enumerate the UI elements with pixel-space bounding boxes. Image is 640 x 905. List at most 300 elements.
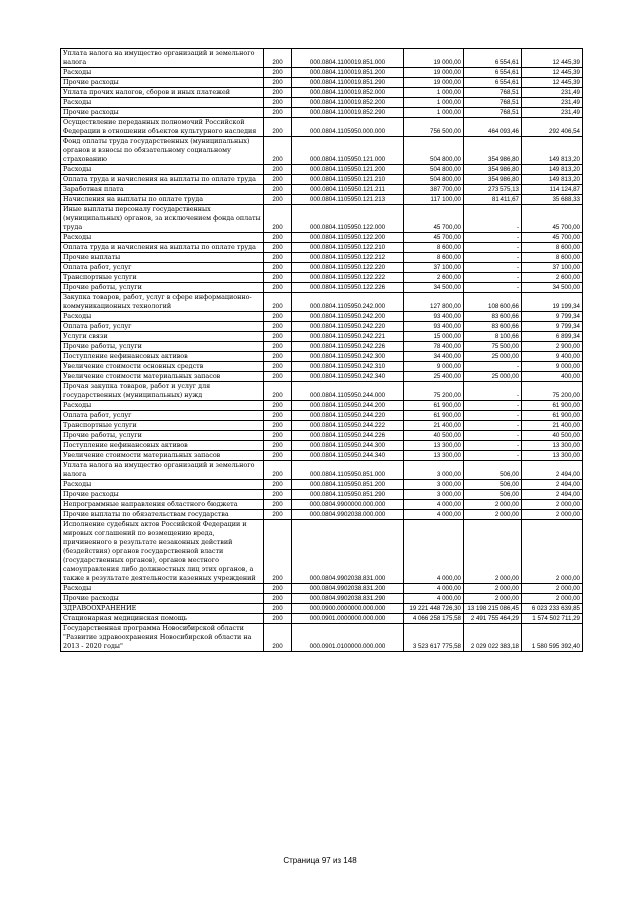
row-line-code: 200 — [264, 431, 292, 441]
row-approved-amount: 8 600,00 — [404, 243, 464, 253]
row-executed-amount: 81 411,67 — [464, 195, 522, 205]
row-name: Расходы — [61, 233, 264, 243]
row-approved-amount: 93 400,00 — [404, 312, 464, 322]
row-budget-code: 000.0804.1105950.121.210 — [292, 175, 404, 185]
row-remaining-amount: 8 600,00 — [522, 243, 583, 253]
row-name: Прочие выплаты по обязательствам государства — [61, 510, 264, 520]
row-remaining-amount: 114 124,87 — [522, 185, 583, 195]
row-line-code: 200 — [264, 421, 292, 431]
table-row — [61, 500, 583, 510]
row-budget-code: 000.0804.1100019.851.290 — [292, 78, 404, 88]
row-remaining-amount: 75 200,00 — [522, 382, 583, 401]
row-line-code: 200 — [264, 401, 292, 411]
row-remaining-amount: 21 400,00 — [522, 421, 583, 431]
row-line-code: 200 — [264, 68, 292, 78]
row-budget-code: 000.0804.1105950.244.000 — [292, 382, 404, 401]
row-line-code: 200 — [264, 243, 292, 253]
row-budget-code: 000.0804.1105950.244.222 — [292, 421, 404, 431]
row-executed-amount: 75 500,00 — [464, 342, 522, 352]
row-approved-amount: 127 800,00 — [404, 293, 464, 312]
row-budget-code: 000.0804.1105950.122.220 — [292, 263, 404, 273]
row-executed-amount: - — [464, 253, 522, 263]
table-body — [61, 49, 583, 652]
row-budget-code: 000.0804.9902038.831.200 — [292, 584, 404, 594]
table-row — [61, 411, 583, 421]
row-line-code: 200 — [264, 614, 292, 624]
row-remaining-amount: 9 400,00 — [522, 352, 583, 362]
row-budget-code: 000.0804.1105950.244.300 — [292, 441, 404, 451]
row-remaining-amount: 2 494,00 — [522, 480, 583, 490]
row-line-code: 200 — [264, 49, 292, 68]
row-budget-code: 000.0804.1105950.244.220 — [292, 411, 404, 421]
row-remaining-amount: 2 494,00 — [522, 461, 583, 480]
row-budget-code: 000.0804.9900000.000.000 — [292, 500, 404, 510]
row-approved-amount: 19 000,00 — [404, 68, 464, 78]
row-name: Уплата прочих налогов, сборов и иных платежей — [61, 88, 264, 98]
row-executed-amount: 506,00 — [464, 480, 522, 490]
row-budget-code: 000.0804.1105950.121.213 — [292, 195, 404, 205]
row-approved-amount: 117 100,00 — [404, 195, 464, 205]
row-line-code: 200 — [264, 185, 292, 195]
row-executed-amount: - — [464, 362, 522, 372]
row-remaining-amount: 13 300,00 — [522, 441, 583, 451]
row-line-code: 200 — [264, 604, 292, 614]
row-approved-amount: 78 400,00 — [404, 342, 464, 352]
row-approved-amount: 34 400,00 — [404, 352, 464, 362]
row-executed-amount: 83 600,66 — [464, 322, 522, 332]
row-budget-code: 000.0804.1105950.122.212 — [292, 253, 404, 263]
row-budget-code: 000.0804.1105950.242.310 — [292, 362, 404, 372]
table-row — [61, 205, 583, 233]
row-approved-amount: 3 000,00 — [404, 461, 464, 480]
row-remaining-amount: 45 700,00 — [522, 205, 583, 233]
row-remaining-amount: 6 899,34 — [522, 332, 583, 342]
row-remaining-amount: 12 445,39 — [522, 49, 583, 68]
table-row — [61, 283, 583, 293]
row-name: Оплата труда и начисления на выплаты по оплате труда — [61, 175, 264, 185]
row-name: Уплата налога на имущество организаций и земельного налога — [61, 461, 264, 480]
row-executed-amount: - — [464, 205, 522, 233]
table-row — [61, 401, 583, 411]
row-approved-amount: 3 000,00 — [404, 480, 464, 490]
row-executed-amount: 464 093,46 — [464, 118, 522, 137]
row-budget-code: 000.0804.1105950.122.000 — [292, 205, 404, 233]
row-budget-code: 000.0804.1105950.242.226 — [292, 342, 404, 352]
row-budget-code: 000.0804.1105950.244.200 — [292, 401, 404, 411]
row-line-code: 200 — [264, 372, 292, 382]
row-name: Государственная программа Новосибирской области "Развитие здравоохранения Новосибирской области на 2013 - 2020 годы" — [61, 624, 264, 652]
row-line-code: 200 — [264, 283, 292, 293]
row-remaining-amount: 37 100,00 — [522, 263, 583, 273]
row-line-code: 200 — [264, 624, 292, 652]
row-approved-amount: 4 000,00 — [404, 520, 464, 584]
row-approved-amount: 4 000,00 — [404, 510, 464, 520]
row-name: Прочие работы, услуги — [61, 342, 264, 352]
row-name: Увеличение стоимости материальных запасов — [61, 372, 264, 382]
row-remaining-amount: 2 494,00 — [522, 490, 583, 500]
row-budget-code: 000.0804.1105950.851.200 — [292, 480, 404, 490]
row-line-code: 200 — [264, 263, 292, 273]
row-approved-amount: 75 200,00 — [404, 382, 464, 401]
row-name: Прочие выплаты — [61, 253, 264, 263]
row-approved-amount: 19 221 448 726,30 — [404, 604, 464, 614]
row-budget-code: 000.0804.1105950.122.222 — [292, 273, 404, 283]
row-budget-code: 000.0901.0000000.000.000 — [292, 614, 404, 624]
row-executed-amount: 2 000,00 — [464, 510, 522, 520]
row-budget-code: 000.0804.1105950.851.000 — [292, 461, 404, 480]
row-name: Прочие работы, услуги — [61, 283, 264, 293]
page-number: Страница 97 из 148 — [283, 856, 357, 865]
row-remaining-amount: 35 688,33 — [522, 195, 583, 205]
table-row — [61, 108, 583, 118]
row-remaining-amount: 2 900,00 — [522, 342, 583, 352]
row-approved-amount: 13 300,00 — [404, 451, 464, 461]
row-budget-code: 000.0804.1105950.244.226 — [292, 431, 404, 441]
row-remaining-amount: 2 000,00 — [522, 510, 583, 520]
table-row — [61, 342, 583, 352]
budget-execution-table — [60, 48, 583, 652]
row-line-code: 200 — [264, 137, 292, 165]
row-approved-amount: 2 600,00 — [404, 273, 464, 283]
table-row — [61, 137, 583, 165]
table-row — [61, 263, 583, 273]
row-executed-amount: 25 000,00 — [464, 352, 522, 362]
row-budget-code: 000.0804.1105950.000.000 — [292, 118, 404, 137]
row-approved-amount: 93 400,00 — [404, 322, 464, 332]
row-approved-amount: 45 700,00 — [404, 205, 464, 233]
row-name: Иные выплаты персоналу государственных (муниципальных) органов, за исключением фонда оплаты труда — [61, 205, 264, 233]
row-name: Заработная плата — [61, 185, 264, 195]
row-budget-code: 000.0901.0100000.000.000 — [292, 624, 404, 652]
row-name: Прочие работы, услуги — [61, 431, 264, 441]
table-row — [61, 175, 583, 185]
row-budget-code: 000.0804.1100019.851.000 — [292, 49, 404, 68]
row-budget-code: 000.0804.1105950.121.000 — [292, 137, 404, 165]
row-executed-amount: 8 100,66 — [464, 332, 522, 342]
row-name: Расходы — [61, 165, 264, 175]
row-name: Прочие расходы — [61, 78, 264, 88]
table-row — [61, 520, 583, 584]
table-row — [61, 332, 583, 342]
row-approved-amount: 3 523 617 775,58 — [404, 624, 464, 652]
row-remaining-amount: 61 900,00 — [522, 401, 583, 411]
row-name: Фонд оплаты труда государственных (муниципальных) органов и взносы по обязательному социальному страхованию — [61, 137, 264, 165]
row-line-code: 200 — [264, 520, 292, 584]
row-remaining-amount: 2 000,00 — [522, 520, 583, 584]
row-executed-amount: 2 029 022 383,18 — [464, 624, 522, 652]
row-remaining-amount: 8 600,00 — [522, 253, 583, 263]
row-line-code: 200 — [264, 312, 292, 322]
row-executed-amount: 506,00 — [464, 490, 522, 500]
row-executed-amount: 354 986,80 — [464, 137, 522, 165]
row-name: Прочие расходы — [61, 490, 264, 500]
row-line-code: 200 — [264, 175, 292, 185]
row-line-code: 200 — [264, 98, 292, 108]
table-row — [61, 233, 583, 243]
row-executed-amount: 83 600,66 — [464, 312, 522, 322]
table-row — [61, 273, 583, 283]
row-executed-amount: 2 000,00 — [464, 584, 522, 594]
row-line-code: 200 — [264, 78, 292, 88]
row-remaining-amount: 2 000,00 — [522, 500, 583, 510]
row-name: Расходы — [61, 401, 264, 411]
row-name: Транспортные услуги — [61, 273, 264, 283]
row-remaining-amount: 1 574 502 711,29 — [522, 614, 583, 624]
table-row — [61, 243, 583, 253]
row-name: Исполнение судебных актов Российской Федерации и мировых соглашений по возмещению вреда, причиненного в результате незаконных действий (бездействия) органов государственной власти (государственных органов), органов местного самоуправления либо должностных лиц этих органов, а также в результате деятельности казенных учреждений — [61, 520, 264, 584]
row-budget-code: 000.0804.1105950.122.200 — [292, 233, 404, 243]
row-approved-amount: 21 400,00 — [404, 421, 464, 431]
row-approved-amount: 34 500,00 — [404, 283, 464, 293]
row-name: Расходы — [61, 98, 264, 108]
row-line-code: 200 — [264, 461, 292, 480]
row-approved-amount: 504 800,00 — [404, 137, 464, 165]
row-remaining-amount: 19 199,34 — [522, 293, 583, 312]
row-executed-amount: - — [464, 431, 522, 441]
row-approved-amount: 45 700,00 — [404, 233, 464, 243]
row-budget-code: 000.0804.1100019.852.000 — [292, 88, 404, 98]
row-budget-code: 000.0804.1105950.121.211 — [292, 185, 404, 195]
row-budget-code: 000.0804.1105950.851.290 — [292, 490, 404, 500]
row-line-code: 200 — [264, 441, 292, 451]
row-remaining-amount: 45 700,00 — [522, 233, 583, 243]
row-executed-amount: 2 000,00 — [464, 500, 522, 510]
row-remaining-amount: 34 500,00 — [522, 283, 583, 293]
table-row — [61, 322, 583, 332]
row-line-code: 200 — [264, 411, 292, 421]
row-remaining-amount: 231,49 — [522, 108, 583, 118]
row-approved-amount: 61 900,00 — [404, 401, 464, 411]
table-row — [61, 185, 583, 195]
row-name: Расходы — [61, 584, 264, 594]
row-remaining-amount: 9 799,34 — [522, 312, 583, 322]
row-name: Непрограммные направления областного бюджета — [61, 500, 264, 510]
row-name: Оплата работ, услуг — [61, 322, 264, 332]
table-row — [61, 584, 583, 594]
row-budget-code: 000.0804.1105950.242.000 — [292, 293, 404, 312]
row-budget-code: 000.0804.1105950.121.200 — [292, 165, 404, 175]
row-name: Прочая закупка товаров, работ и услуг для государственных (муниципальных) нужд — [61, 382, 264, 401]
row-executed-amount: 768,51 — [464, 108, 522, 118]
row-line-code: 200 — [264, 322, 292, 332]
row-name: Прочие расходы — [61, 108, 264, 118]
row-executed-amount: - — [464, 421, 522, 431]
row-approved-amount: 1 000,00 — [404, 88, 464, 98]
table-row — [61, 293, 583, 312]
table-row — [61, 461, 583, 480]
row-executed-amount: 6 554,61 — [464, 68, 522, 78]
table-row — [61, 118, 583, 137]
table-row — [61, 195, 583, 205]
row-budget-code: 000.0804.1100019.852.290 — [292, 108, 404, 118]
table-row — [61, 441, 583, 451]
table-row — [61, 49, 583, 68]
row-name: Стационарная медицинская помощь — [61, 614, 264, 624]
row-name: Оплата работ, услуг — [61, 411, 264, 421]
table-row — [61, 490, 583, 500]
row-line-code: 200 — [264, 451, 292, 461]
row-line-code: 200 — [264, 362, 292, 372]
row-approved-amount: 13 300,00 — [404, 441, 464, 451]
table-row — [61, 165, 583, 175]
row-line-code: 200 — [264, 584, 292, 594]
row-budget-code: 000.0900.0000000.000.000 — [292, 604, 404, 614]
row-name: Транспортные услуги — [61, 421, 264, 431]
row-approved-amount: 1 000,00 — [404, 108, 464, 118]
row-approved-amount: 61 900,00 — [404, 411, 464, 421]
row-approved-amount: 1 000,00 — [404, 98, 464, 108]
row-executed-amount: - — [464, 243, 522, 253]
row-executed-amount: 6 554,61 — [464, 49, 522, 68]
table-row — [61, 68, 583, 78]
row-line-code: 200 — [264, 233, 292, 243]
row-executed-amount: 768,51 — [464, 88, 522, 98]
row-line-code: 200 — [264, 88, 292, 98]
row-budget-code: 000.0804.1105950.122.226 — [292, 283, 404, 293]
table-row — [61, 614, 583, 624]
row-executed-amount: 25 000,00 — [464, 372, 522, 382]
row-remaining-amount: 2 600,00 — [522, 273, 583, 283]
row-executed-amount: 506,00 — [464, 461, 522, 480]
row-executed-amount: 2 000,00 — [464, 594, 522, 604]
row-line-code: 200 — [264, 195, 292, 205]
row-budget-code: 000.0804.9902038.831.290 — [292, 594, 404, 604]
row-remaining-amount: 1 580 595 392,40 — [522, 624, 583, 652]
row-approved-amount: 4 066 258 175,58 — [404, 614, 464, 624]
row-approved-amount: 504 800,00 — [404, 165, 464, 175]
row-line-code: 200 — [264, 205, 292, 233]
row-budget-code: 000.0804.1105950.242.200 — [292, 312, 404, 322]
row-executed-amount: 354 986,80 — [464, 175, 522, 185]
table-row — [61, 382, 583, 401]
table-row — [61, 253, 583, 263]
row-executed-amount: - — [464, 411, 522, 421]
row-executed-amount: 354 986,80 — [464, 165, 522, 175]
row-name: Расходы — [61, 480, 264, 490]
row-approved-amount: 504 800,00 — [404, 175, 464, 185]
row-approved-amount: 4 000,00 — [404, 594, 464, 604]
row-budget-code: 000.0804.1105950.244.340 — [292, 451, 404, 461]
row-executed-amount: 273 575,13 — [464, 185, 522, 195]
row-budget-code: 000.0804.9902038.000.000 — [292, 510, 404, 520]
row-approved-amount: 4 000,00 — [404, 500, 464, 510]
row-line-code: 200 — [264, 382, 292, 401]
row-approved-amount: 3 000,00 — [404, 490, 464, 500]
row-remaining-amount: 149 813,20 — [522, 165, 583, 175]
row-remaining-amount: 9 799,34 — [522, 322, 583, 332]
row-name: Услуги связи — [61, 332, 264, 342]
row-line-code: 200 — [264, 293, 292, 312]
row-approved-amount: 9 000,00 — [404, 362, 464, 372]
table-row — [61, 362, 583, 372]
row-line-code: 200 — [264, 273, 292, 283]
table-row — [61, 510, 583, 520]
row-name: Поступление нефинансовых активов — [61, 352, 264, 362]
row-executed-amount: 768,51 — [464, 98, 522, 108]
row-name: Осуществление переданных полномочий Российской Федерации в отношении объектов культурного наследия — [61, 118, 264, 137]
row-name: Расходы — [61, 312, 264, 322]
table-row — [61, 594, 583, 604]
row-name: Расходы — [61, 68, 264, 78]
row-line-code: 200 — [264, 480, 292, 490]
row-name: Начисления на выплаты по оплате труда — [61, 195, 264, 205]
row-executed-amount: - — [464, 283, 522, 293]
row-line-code: 200 — [264, 510, 292, 520]
table-row — [61, 451, 583, 461]
row-name: Прочие расходы — [61, 594, 264, 604]
row-line-code: 200 — [264, 118, 292, 137]
row-remaining-amount: 149 813,20 — [522, 137, 583, 165]
row-line-code: 200 — [264, 500, 292, 510]
row-approved-amount: 40 500,00 — [404, 431, 464, 441]
row-remaining-amount: 9 000,00 — [522, 362, 583, 372]
table-row — [61, 431, 583, 441]
row-budget-code: 000.0804.1100019.852.200 — [292, 98, 404, 108]
row-approved-amount: 19 000,00 — [404, 49, 464, 68]
row-remaining-amount: 6 023 233 639,85 — [522, 604, 583, 614]
row-remaining-amount: 292 406,54 — [522, 118, 583, 137]
row-line-code: 200 — [264, 108, 292, 118]
row-approved-amount: 19 000,00 — [404, 78, 464, 88]
row-budget-code: 000.0804.1105950.242.221 — [292, 332, 404, 342]
row-remaining-amount: 13 300,00 — [522, 451, 583, 461]
table-row — [61, 372, 583, 382]
row-approved-amount: 15 000,00 — [404, 332, 464, 342]
row-name: Оплата труда и начисления на выплаты по оплате труда — [61, 243, 264, 253]
row-executed-amount: - — [464, 441, 522, 451]
row-approved-amount: 37 100,00 — [404, 263, 464, 273]
row-budget-code: 000.0804.1105950.242.300 — [292, 352, 404, 362]
row-approved-amount: 8 600,00 — [404, 253, 464, 263]
row-executed-amount: 13 198 215 086,45 — [464, 604, 522, 614]
row-budget-code: 000.0804.1105950.122.210 — [292, 243, 404, 253]
row-line-code: 200 — [264, 253, 292, 263]
row-executed-amount: - — [464, 233, 522, 243]
row-executed-amount: 2 000,00 — [464, 520, 522, 584]
row-remaining-amount: 12 445,39 — [522, 78, 583, 88]
row-remaining-amount: 149 813,20 — [522, 175, 583, 185]
row-executed-amount: 6 554,61 — [464, 78, 522, 88]
row-approved-amount: 25 400,00 — [404, 372, 464, 382]
row-line-code: 200 — [264, 332, 292, 342]
row-executed-amount: - — [464, 382, 522, 401]
row-approved-amount: 387 700,00 — [404, 185, 464, 195]
row-line-code: 200 — [264, 165, 292, 175]
row-budget-code: 000.0804.1100019.851.200 — [292, 68, 404, 78]
table-row — [61, 421, 583, 431]
row-remaining-amount: 231,49 — [522, 98, 583, 108]
row-executed-amount: 2 491 755 464,29 — [464, 614, 522, 624]
row-budget-code: 000.0804.1105950.242.340 — [292, 372, 404, 382]
row-remaining-amount: 2 000,00 — [522, 584, 583, 594]
row-approved-amount: 756 500,00 — [404, 118, 464, 137]
row-budget-code: 000.0804.9902038.831.000 — [292, 520, 404, 584]
row-remaining-amount: 61 900,00 — [522, 411, 583, 421]
row-name: Поступление нефинансовых активов — [61, 441, 264, 451]
table-row — [61, 312, 583, 322]
row-remaining-amount: 12 445,39 — [522, 68, 583, 78]
row-name: Увеличение стоимости основных средств — [61, 362, 264, 372]
row-executed-amount: 108 600,66 — [464, 293, 522, 312]
row-name: Оплата работ, услуг — [61, 263, 264, 273]
table-row — [61, 98, 583, 108]
row-executed-amount: - — [464, 273, 522, 283]
row-budget-code: 000.0804.1105950.242.220 — [292, 322, 404, 332]
row-approved-amount: 4 000,00 — [404, 584, 464, 594]
row-name: ЗДРАВООХРАНЕНИЕ — [61, 604, 264, 614]
table-row — [61, 352, 583, 362]
row-line-code: 200 — [264, 594, 292, 604]
